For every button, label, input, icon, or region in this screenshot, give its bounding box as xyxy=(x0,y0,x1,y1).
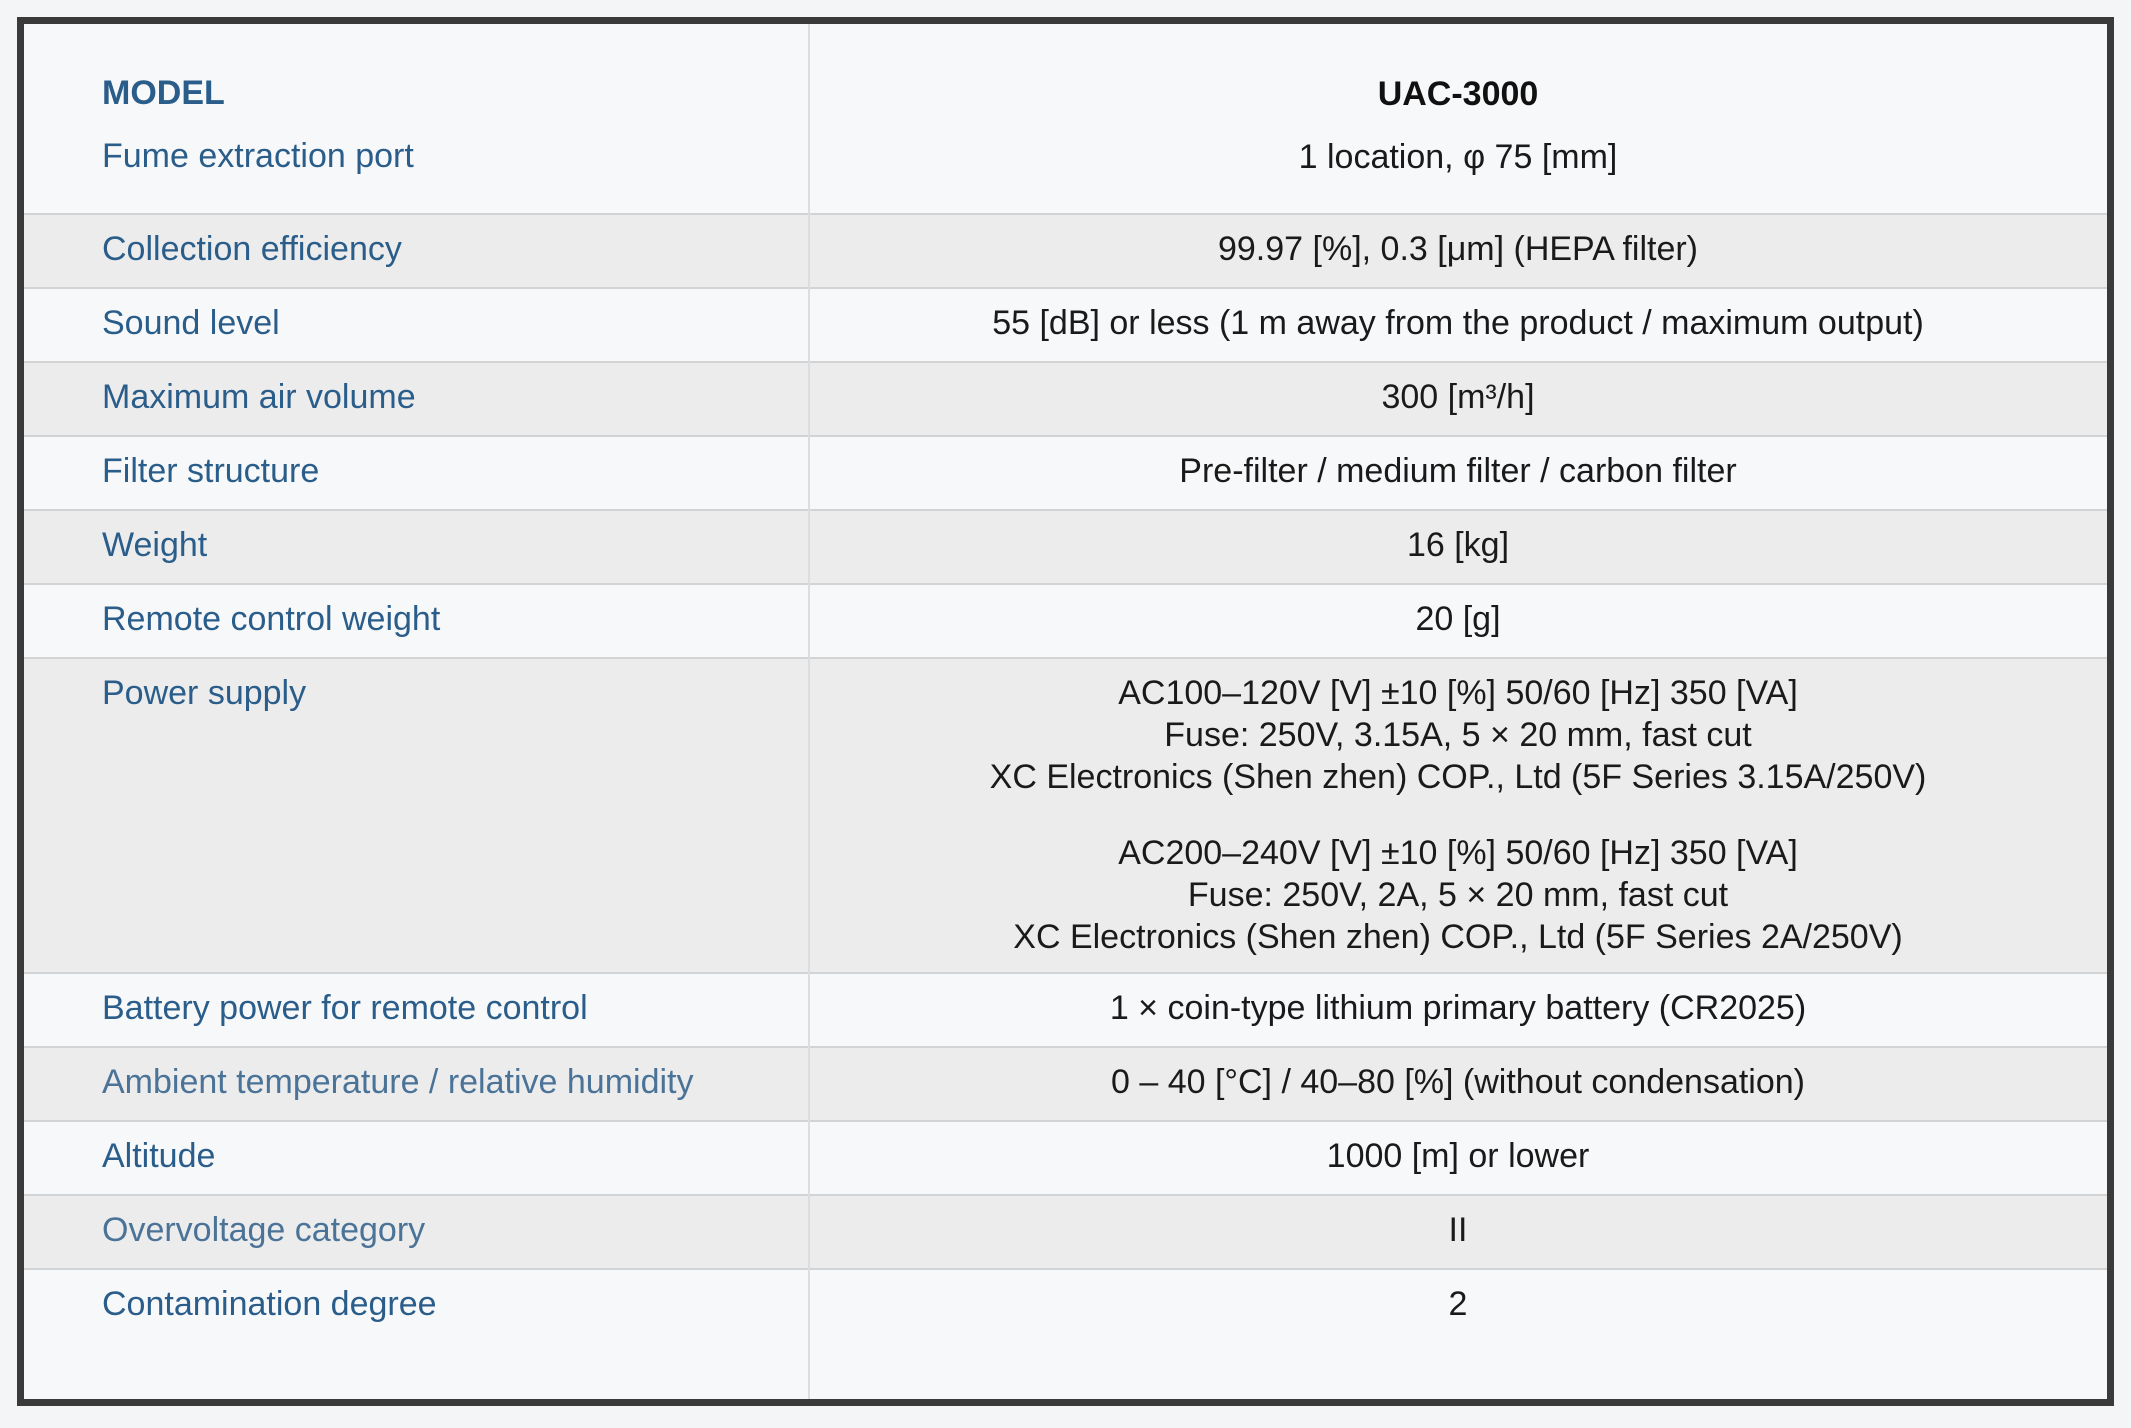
row-value: 16 [kg] xyxy=(809,510,2107,584)
row-label: Maximum air volume xyxy=(24,362,809,436)
row-label: Fume extraction port xyxy=(102,137,414,175)
table-row xyxy=(24,973,2107,1047)
row-label: Filter structure xyxy=(102,452,320,490)
power-line: AC100–120V [V] ±10 [%] 50/60 [Hz] 350 [VA] xyxy=(1118,674,1798,712)
table-row xyxy=(24,584,2107,658)
row-value: II xyxy=(809,1195,2107,1269)
power-line: Fuse: 250V, 2A, 5 × 20 mm, fast cut xyxy=(1187,876,1729,914)
table-row xyxy=(24,362,2107,436)
row-value: 0 – 40 [°C] / 40–80 [%] (without condensation) xyxy=(809,1047,2107,1121)
row-label: Battery power for remote control xyxy=(102,989,588,1027)
table-row xyxy=(24,1121,2107,1195)
row-label: Weight xyxy=(24,510,809,584)
row-label: Contamination degree xyxy=(102,1285,437,1323)
row-value: 1 × coin-type lithium primary battery (CR2025) xyxy=(1109,989,1807,1027)
table-row xyxy=(24,1195,2107,1269)
row-value: 99.97 [%], 0.3 [μm] (HEPA filter) xyxy=(809,214,2107,288)
spec-table xyxy=(24,24,2107,1390)
table-row xyxy=(24,1047,2107,1121)
table-row xyxy=(24,214,2107,288)
power-line: XC Electronics (Shen zhen) COP., Ltd (5F Series 2A/250V) xyxy=(1013,918,1903,956)
table-row xyxy=(24,436,2107,510)
model-name: UAC-3000 xyxy=(1377,75,1539,113)
row-label: Ambient temperature / relative humidity xyxy=(24,1047,809,1121)
row-value: 1000 [m] or lower xyxy=(1326,1137,1590,1175)
row-value: 300 [m³/h] xyxy=(809,362,2107,436)
power-line: XC Electronics (Shen zhen) COP., Ltd (5F Series 3.15A/250V) xyxy=(989,758,1927,796)
power-line: AC200–240V [V] ±10 [%] 50/60 [Hz] 350 [VA] xyxy=(1118,834,1798,872)
row-label: Sound level xyxy=(102,304,280,342)
table-row xyxy=(24,510,2107,584)
table-row-power-supply xyxy=(24,658,2107,973)
power-option-100v xyxy=(809,672,2107,798)
row-label: Altitude xyxy=(102,1137,216,1175)
row-label: Remote control weight xyxy=(102,600,441,638)
row-value: Pre-filter / medium filter / carbon filter xyxy=(1179,452,1737,490)
table-row xyxy=(24,1269,2107,1390)
column-divider xyxy=(808,24,810,1399)
row-value: 1 location, φ 75 [mm] xyxy=(1298,138,1618,176)
header-label: MODEL xyxy=(102,74,225,112)
row-label: Collection efficiency xyxy=(24,214,809,288)
power-option-200v xyxy=(809,832,2107,958)
row-label: Overvoltage category xyxy=(24,1195,809,1269)
table-header-row xyxy=(24,24,2107,115)
table-row xyxy=(24,288,2107,362)
power-line: Fuse: 250V, 3.15A, 5 × 20 mm, fast cut xyxy=(1164,716,1752,754)
row-label: Power supply xyxy=(24,658,809,973)
power-supply-value xyxy=(809,658,2107,973)
row-value: 2 xyxy=(1448,1285,1468,1323)
table-row xyxy=(24,115,2107,214)
row-value: 55 [dB] or less (1 m away from the product / maximum output) xyxy=(992,304,1924,342)
row-value: 20 [g] xyxy=(1415,600,1501,638)
spec-table-frame xyxy=(17,17,2114,1406)
